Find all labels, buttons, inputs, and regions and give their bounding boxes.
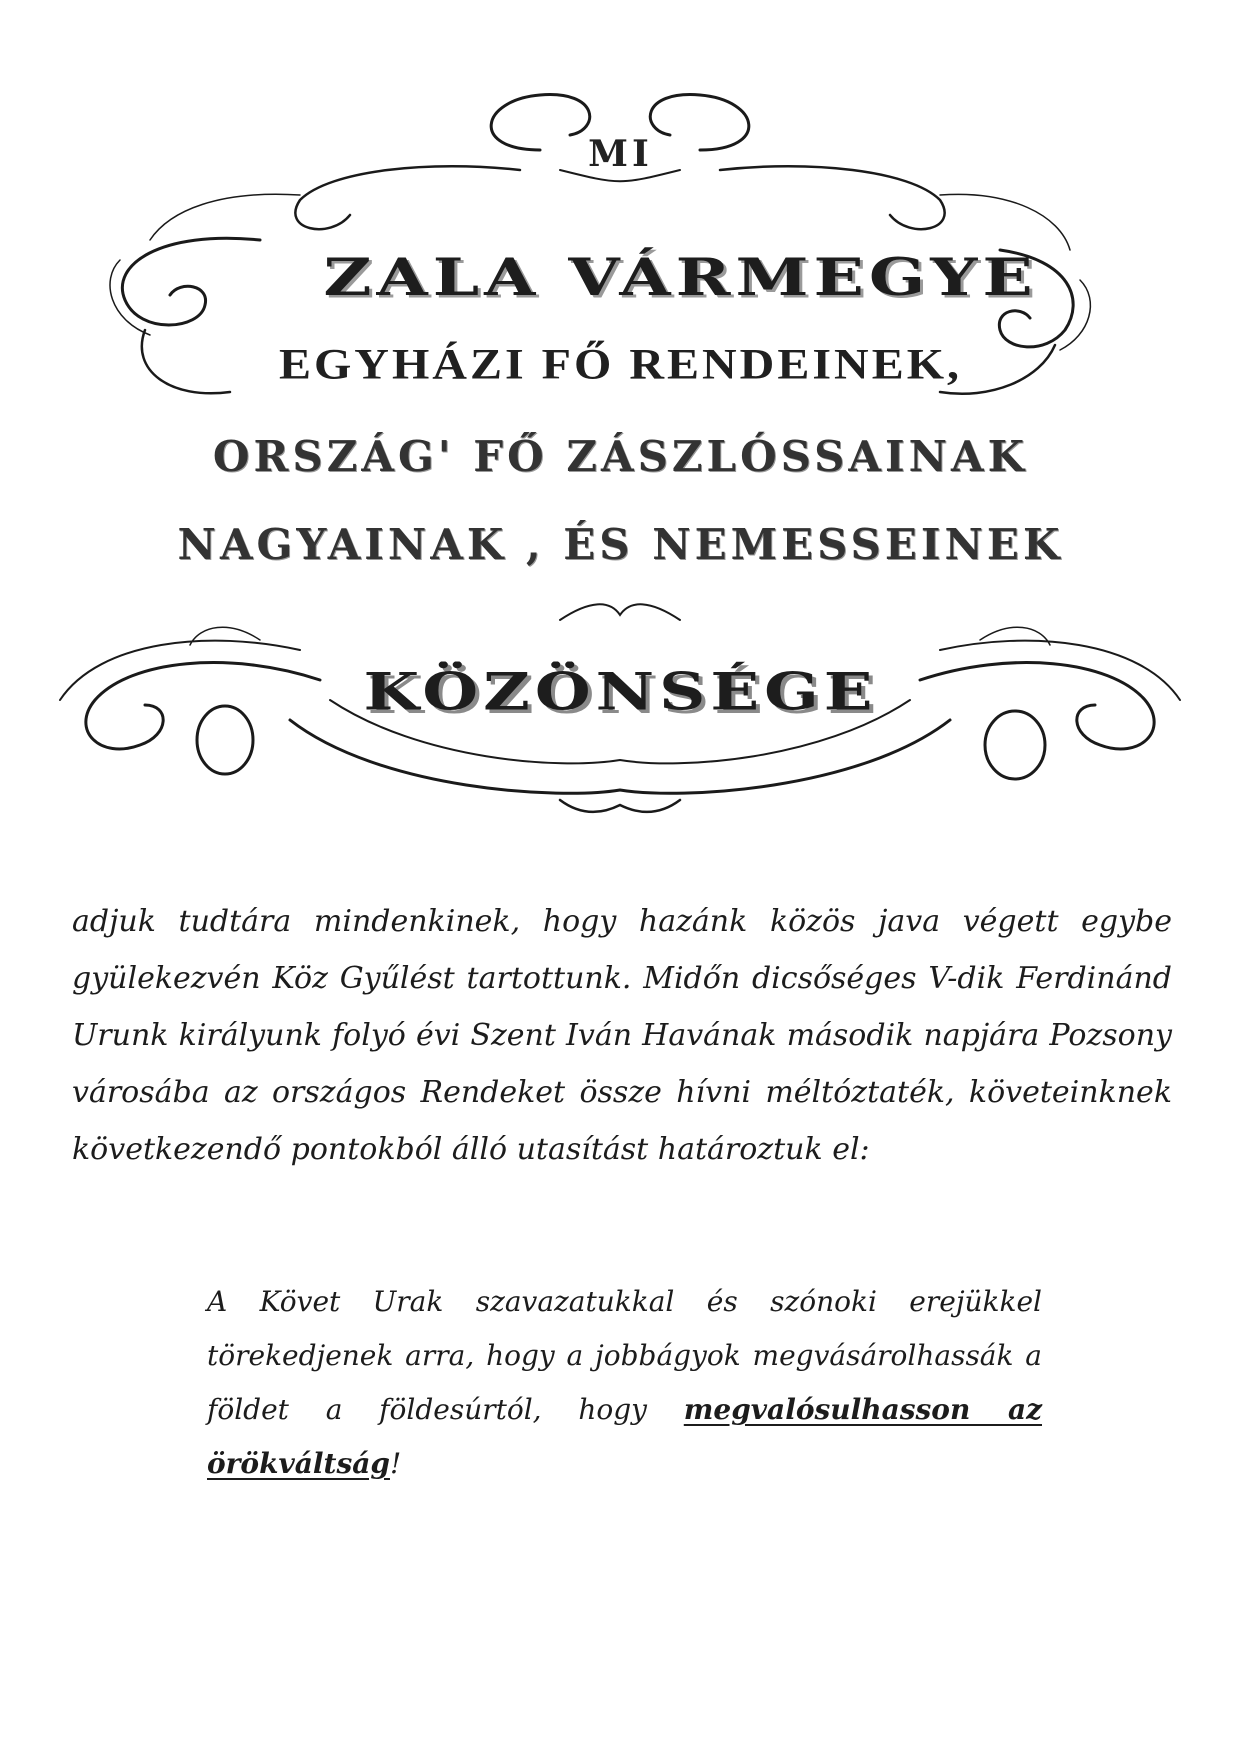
body-paragraph: adjuk tudtára mindenkinek, hogy hazánk közös java végett egybe gyülekezvén Köz Gyűlést tartottunk. Midőn dicsőséges V-dik Ferdinánd Urunk királyunk folyó évi Szent Iván Havának második napjára Pozsony városába az országos Rendeket össze hívni méltóztaték, követeinknek következendő pontokból álló utasítást határoztuk el: [72, 904, 1172, 1167]
header-line-egyhazi-fo-rendeinek: EGYHÁZI FŐ RENDEINEK, [278, 340, 963, 389]
instruction-quote [207, 1275, 1042, 1491]
decorative-header [0, 0, 1241, 830]
quote-exclamation: ! [389, 1447, 402, 1480]
header-line-zala-varmegye: ZALA VÁRMEGYE [323, 246, 1038, 308]
header-line-orszag-fo-zaszlossainak: ORSZÁG' FŐ ZÁSZLÓSSAINAK [212, 432, 1029, 481]
quote-text: A Követ Urak szavazatukkal és szónoki erejükkel törekedjenek arra, hogy a jobbágyok megvásárolhassák a földet a földesúrtól, hogy [207, 1285, 1042, 1426]
header-line-mi: MI [588, 133, 653, 175]
header-line-nagyainak-es-nemesseinek: NAGYAINAK , ÉS NEMESSEINEK [177, 520, 1064, 569]
header-line-kozonsege: KÖZÖNSÉGE [363, 662, 878, 723]
quote-emphasis-underlined: megvalósulhasson az örökváltság [207, 1393, 1042, 1480]
